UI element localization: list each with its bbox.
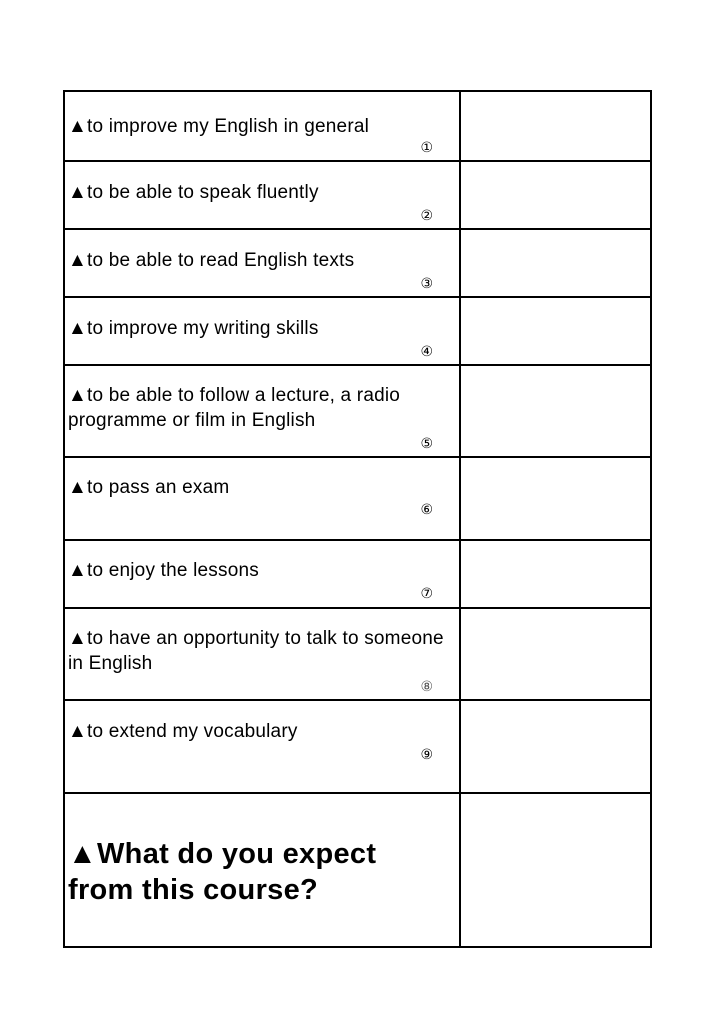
table-row [65, 229, 650, 297]
item-number: ⑦ [420, 585, 433, 601]
answer-cell[interactable] [461, 229, 650, 297]
table-row [65, 608, 650, 700]
statement-text: ▲to extend my vocabulary [68, 721, 298, 742]
item-number: ⑨ [420, 746, 433, 762]
question-cell [65, 793, 459, 948]
statement-text: ▲to improve my writing skills [68, 318, 319, 339]
answer-cell[interactable] [461, 700, 650, 793]
answer-cell[interactable] [461, 365, 650, 457]
table-row [65, 365, 650, 457]
table-row [65, 700, 650, 793]
statement-cell [65, 365, 459, 457]
statement-cell [65, 608, 459, 700]
table-row [65, 92, 650, 161]
statement-cell [65, 540, 459, 608]
answer-cell[interactable] [461, 92, 650, 161]
item-number: ⑥ [420, 501, 433, 517]
item-number: ③ [420, 275, 433, 291]
statement-text: ▲to be able to speak fluently [68, 182, 319, 203]
statement-text: ▲to improve my English in general [68, 116, 370, 137]
statement-text: ▲to have an opportunity to talk to someone in English [68, 628, 444, 674]
question-text: ▲What do you expect from this course? [68, 838, 377, 906]
table-row [65, 161, 650, 229]
statement-text: ▲to enjoy the lessons [68, 560, 259, 581]
statement-cell [65, 161, 459, 229]
statement-cell [65, 297, 459, 365]
answer-cell[interactable] [461, 540, 650, 608]
item-number: ⑧ [420, 678, 433, 694]
item-number: ② [420, 207, 433, 223]
answer-cell[interactable] [461, 297, 650, 365]
question-row [65, 793, 650, 948]
item-number: ① [420, 139, 433, 155]
table-row [65, 297, 650, 365]
answer-cell[interactable] [461, 608, 650, 700]
answer-cell[interactable] [461, 457, 650, 540]
statement-cell [65, 229, 459, 297]
statement-cell [65, 457, 459, 540]
item-number: ④ [420, 343, 433, 359]
expectations-table [63, 90, 652, 948]
table-row [65, 457, 650, 540]
answer-cell[interactable] [461, 161, 650, 229]
statement-text: ▲to be able to follow a lecture, a radio programme or film in English [68, 385, 401, 431]
statement-cell [65, 700, 459, 793]
item-number: ⑤ [420, 435, 433, 451]
statement-cell [65, 92, 459, 161]
statement-text: ▲to be able to read English texts [68, 250, 355, 271]
statement-text: ▲to pass an exam [68, 477, 230, 498]
table-row [65, 540, 650, 608]
answer-cell[interactable] [461, 793, 650, 948]
